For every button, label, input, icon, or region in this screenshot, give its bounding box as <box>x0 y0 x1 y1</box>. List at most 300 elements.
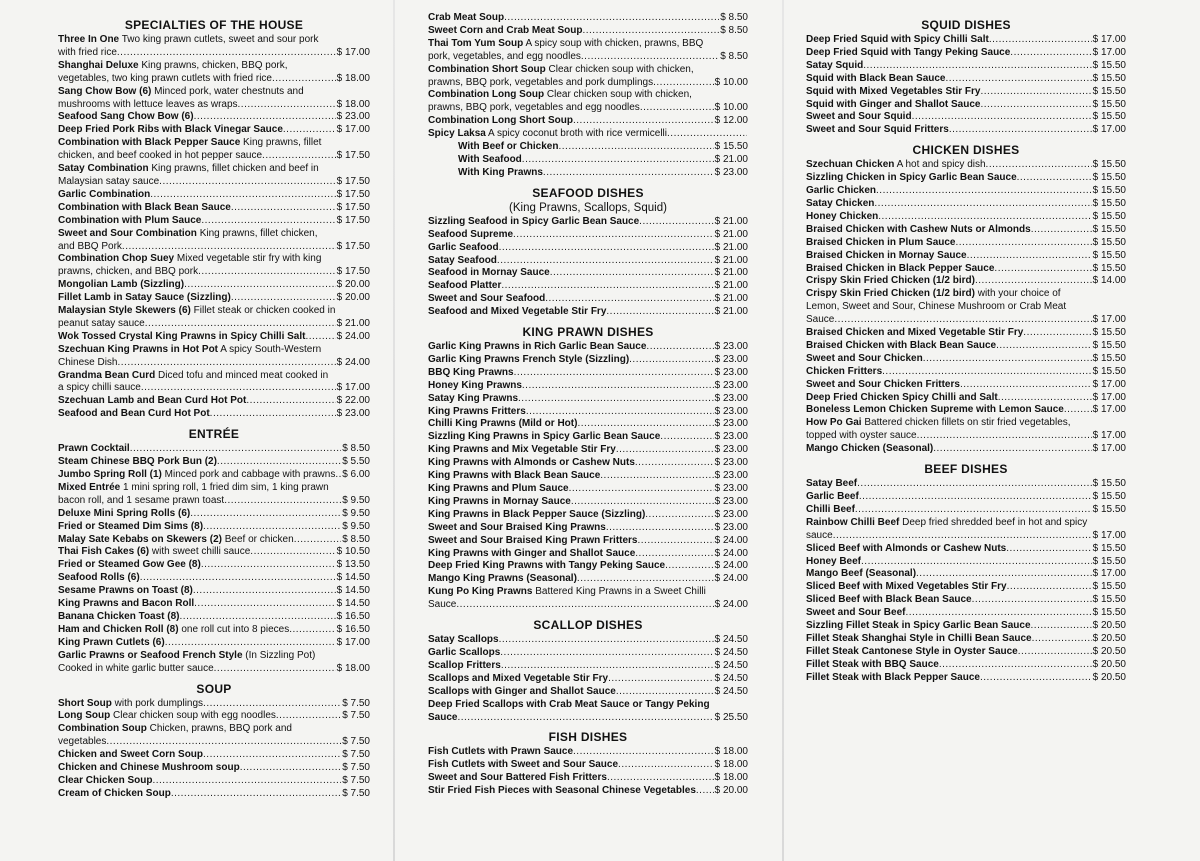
menu-item <box>428 586 748 612</box>
menu-item-name: Cream of Chicken Soup <box>58 787 171 799</box>
menu-item <box>806 568 1126 581</box>
menu-item <box>58 279 370 292</box>
section-title: CHICKEN DISHES <box>912 143 1020 158</box>
menu-item <box>806 417 1126 443</box>
menu-item-name: Malay Sate Kebabs on Skewers (2) <box>58 533 222 545</box>
section-title: SCALLOP DISHES <box>533 618 643 633</box>
menu-item <box>58 60 370 86</box>
menu-item-description: Beef or chicken <box>224 533 294 545</box>
menu-item-price: $ 7.50 <box>342 762 370 774</box>
menu-item-price: $ 17.50 <box>336 240 370 252</box>
menu-item-text <box>806 34 1092 47</box>
menu-item-price: $ 15.50 <box>1092 478 1126 490</box>
menu-item-text <box>428 509 714 522</box>
menu-item <box>428 444 748 457</box>
menu-item-text <box>428 280 714 293</box>
menu-item-price: $ 7.50 <box>342 787 370 799</box>
menu-item-price: $ 17.00 <box>336 382 370 394</box>
menu-item-price: $ 13.50 <box>336 559 370 571</box>
menu-item-text <box>806 379 1092 392</box>
menu-item-name: With Beef or Chicken <box>458 141 559 153</box>
menu-item <box>806 340 1126 353</box>
menu-item <box>428 470 748 483</box>
menu-item <box>428 483 748 496</box>
menu-item-price: $ 15.50 <box>1092 98 1126 110</box>
menu-item <box>806 60 1126 73</box>
menu-item-price: $ 7.50 <box>342 736 370 748</box>
menu-item-text <box>428 699 714 725</box>
menu-item <box>428 548 748 561</box>
menu-item-price: $ 14.50 <box>336 598 370 610</box>
menu-item-name: King Prawn Cutlets (6) <box>58 636 165 648</box>
menu-item <box>806 366 1126 379</box>
menu-item-name: Sliced Beef with Mixed Vegetables Stir Fry <box>806 581 1007 593</box>
menu-item-text <box>58 279 336 292</box>
menu-item-price: $ 21.00 <box>714 241 748 253</box>
menu-item-text <box>428 242 714 255</box>
menu-item-text <box>428 267 714 280</box>
menu-item-text <box>428 229 714 242</box>
menu-item-text <box>58 611 336 624</box>
menu-item-price: $ 17.00 <box>1092 378 1126 390</box>
menu-item-price: $ 23.00 <box>714 521 748 533</box>
menu-item-text <box>58 637 336 650</box>
menu-item-name: Garlic Scallops <box>428 646 501 658</box>
menu-item-price: $ 20.00 <box>714 785 748 797</box>
menu-item-price: $ 15.50 <box>1092 172 1126 184</box>
menu-item <box>806 556 1126 569</box>
menu-item-price: $ 17.00 <box>336 46 370 58</box>
section-title: SOUP <box>196 681 232 696</box>
menu-item-price: $ 15.50 <box>1092 210 1126 222</box>
section-title: ENTRÉE <box>188 427 240 442</box>
menu-item <box>58 292 370 305</box>
menu-item-price: $ 23.00 <box>714 444 748 456</box>
menu-item-price: $ 21.00 <box>714 306 748 318</box>
menu-item <box>58 253 370 279</box>
menu-item-price: $ 23.00 <box>714 353 748 365</box>
menu-item <box>806 250 1126 263</box>
menu-item-name: Deep Fried Chicken Spicy Chilli and Salt <box>806 391 998 403</box>
menu-item-text <box>58 723 341 749</box>
menu-item <box>428 496 748 509</box>
menu-item-description: A hot and spicy dish <box>896 159 986 171</box>
menu-item-price: $ 8.50 <box>342 443 370 455</box>
menu-item <box>58 469 370 482</box>
menu-item-name: Three In One <box>58 34 120 45</box>
menu-item <box>428 699 748 725</box>
menu-item-name: Fillet Steak Shanghai Style in Chilli Bean Sauce <box>806 632 1032 644</box>
menu-item-name: Prawn Cocktail <box>58 443 130 455</box>
menu-item-price: $ 23.00 <box>714 392 748 404</box>
menu-item-price: $ 21.00 <box>714 215 748 227</box>
menu-item-price: $ 14.50 <box>336 585 370 597</box>
menu-item <box>428 380 748 393</box>
menu-item-name: Honey Beef <box>806 555 862 567</box>
menu-item <box>428 393 748 406</box>
menu-item-text <box>428 255 714 268</box>
menu-item-text <box>806 185 1092 198</box>
menu-item-name: Mango Beef (Seasonal) <box>806 568 917 580</box>
menu-item-price: $ 23.00 <box>714 366 748 378</box>
menu-item <box>806 620 1126 633</box>
menu-item-name: Braised Chicken in Mornay Sauce <box>806 249 967 261</box>
menu-item-price: $ 15.50 <box>714 141 748 153</box>
menu-item-name: Braised Chicken with Cashew Nuts or Almonds <box>806 223 1031 235</box>
menu-item-name: Mixed Entrée <box>58 481 121 493</box>
menu-item-text <box>428 586 714 612</box>
fold-line-right <box>782 0 784 861</box>
menu-item-text <box>806 366 1092 379</box>
menu-item-text <box>806 478 1092 491</box>
menu-item <box>806 379 1126 392</box>
menu-item-text <box>428 686 714 699</box>
menu-item <box>806 86 1126 99</box>
menu-item-price: $ 15.50 <box>1092 555 1126 567</box>
menu-item <box>58 598 370 611</box>
menu-item <box>428 141 748 154</box>
menu-item-description: A spicy South-Western Chinese Dish <box>58 343 322 368</box>
menu-item-name: Garlic Chicken <box>806 185 877 197</box>
menu-item-price: $ 24.50 <box>714 659 748 671</box>
menu-item-price: $ 15.50 <box>1092 581 1126 593</box>
menu-item <box>58 624 370 637</box>
menu-item-price: $ 8.50 <box>720 12 748 23</box>
menu-item-price: $ 18.00 <box>714 759 748 771</box>
menu-item-name: Mango Chicken (Seasonal) <box>806 443 934 455</box>
menu-item <box>58 215 370 228</box>
menu-item-name: Combination with Black Pepper Sauce <box>58 137 241 149</box>
menu-item-name: Garlic King Prawns in Rich Garlic Bean Sauce <box>428 341 647 353</box>
menu-item-price: $ 23.00 <box>714 379 748 391</box>
menu-item-text <box>428 634 714 647</box>
menu-item-description: King prawns, fillet chicken, and BBQ Pork <box>58 227 318 252</box>
menu-item <box>806 543 1126 556</box>
section-title: SQUID DISHES <box>921 18 1011 32</box>
menu-item-text <box>806 672 1092 685</box>
menu-item-price: $ 23.00 <box>714 508 748 520</box>
menu-item <box>428 573 748 586</box>
menu-item-name: King Prawns Fritters <box>428 405 526 417</box>
menu-item-name: King Prawns and Mix Vegetable Stir Fry <box>428 444 616 456</box>
menu-item-name: Sweet and Sour Braised King Prawns <box>428 521 606 533</box>
menu-item <box>58 370 370 396</box>
menu-item-price: $ 16.50 <box>336 623 370 635</box>
menu-item-text <box>806 417 1092 443</box>
menu-item-text <box>58 788 341 801</box>
menu-item-text <box>428 746 714 759</box>
menu-item-text <box>58 710 341 723</box>
menu-item-text <box>58 559 336 572</box>
menu-item-name: Steam Chinese BBQ Pork Bun (2) <box>58 456 217 468</box>
menu-item <box>806 99 1126 112</box>
menu-item-name: Sweet and Sour Squid Fritters <box>806 124 949 136</box>
menu-item-price: $ 15.50 <box>1092 223 1126 235</box>
menu-item-name: Szechuan Lamb and Bean Curd Hot Pot <box>58 395 247 407</box>
menu-item-text <box>58 775 341 788</box>
menu-item-text <box>806 443 1092 456</box>
menu-item-text <box>806 517 1092 543</box>
menu-item <box>58 698 370 711</box>
menu-item <box>806 211 1126 224</box>
menu-item <box>428 280 748 293</box>
menu-item-text <box>58 408 336 421</box>
menu-item-text <box>806 250 1092 263</box>
menu-item-price: $ 15.50 <box>1092 159 1126 171</box>
menu-item-price: $ 15.50 <box>1092 503 1126 515</box>
menu-item-price: $ 17.00 <box>1092 568 1126 580</box>
menu-item-name: Malaysian Style Skewers (6) <box>58 305 191 317</box>
menu-item-description: Mixed vegetable stir fry with king prawns, chicken, and BBQ pork <box>58 253 322 278</box>
menu-item-price: $ 23.00 <box>714 405 748 417</box>
menu-item <box>428 89 748 115</box>
menu-item-name: Braised Chicken in Black Pepper Sauce <box>806 262 995 274</box>
menu-item-name: Seafood Platter <box>428 280 502 292</box>
menu-item-text <box>58 624 336 637</box>
menu-item-name: Crispy Skin Fried Chicken (1/2 bird) <box>806 288 975 300</box>
menu-item-price: $ 21.00 <box>714 280 748 292</box>
menu-item-name: Sliced Beef with Black Bean Sauce <box>806 594 972 606</box>
menu-item-name: Crispy Skin Fried Chicken (1/2 bird) <box>806 275 975 287</box>
menu-item-name: Honey King Prawns <box>428 379 522 391</box>
menu-item-name: Fillet Lamb in Satay Sauce (Sizzling) <box>58 292 231 304</box>
menu-item-price: $ 20.50 <box>1092 645 1126 657</box>
menu-item-text <box>806 594 1092 607</box>
menu-item-name: Sweet and Sour Chicken Fritters <box>806 378 960 390</box>
menu-item-description: Two king prawn cutlets, sweet and sour pork with fried rice <box>58 34 319 58</box>
menu-item-text <box>58 482 341 508</box>
menu-item-name: Fish Cutlets with Prawn Sauce <box>428 746 574 758</box>
menu-item-name: Garlic Combination <box>58 188 151 200</box>
menu-item <box>428 772 748 785</box>
menu-item <box>58 788 370 801</box>
section-title: KING PRAWN DISHES <box>522 325 654 340</box>
menu-item-name: Seafood Rolls (6) <box>58 572 140 584</box>
menu-item-price: $ 23.00 <box>714 341 748 353</box>
menu-item <box>428 115 748 128</box>
menu-item-name: King Prawns and Plum Sauce <box>428 483 569 494</box>
menu-item <box>428 293 748 306</box>
menu-section-king-prawn-dishes <box>428 325 748 612</box>
menu-item <box>806 327 1126 340</box>
menu-item-price: $ 17.00 <box>1092 529 1126 541</box>
menu-item-name: King Prawns with Black Bean Sauce <box>428 470 601 482</box>
menu-item-price: $ 24.00 <box>714 534 748 546</box>
menu-item <box>806 581 1126 594</box>
menu-item <box>58 611 370 624</box>
menu-item-description: Clear chicken soup with egg noodles <box>113 710 276 722</box>
menu-item-text <box>58 86 336 112</box>
menu-item-price: $ 17.00 <box>1092 430 1126 442</box>
menu-item-text <box>806 99 1092 112</box>
menu-item-price: $ 25.50 <box>714 711 748 723</box>
menu-item-text <box>58 163 336 189</box>
menu-item-price: $ 7.50 <box>342 774 370 786</box>
menu-item-name: Sweet Corn and Crab Meat Soup <box>428 24 583 36</box>
menu-item <box>806 504 1126 517</box>
menu-item-price: $ 15.50 <box>1092 365 1126 377</box>
menu-item <box>428 229 748 242</box>
menu-item-name: Braised Chicken with Black Bean Sauce <box>806 339 997 351</box>
menu-item-price: $ 24.00 <box>336 330 370 342</box>
menu-item <box>428 242 748 255</box>
menu-item-name: Sesame Prawns on Toast (8) <box>58 585 193 597</box>
menu-item-text <box>58 253 336 279</box>
menu-item-name: King Prawns with Ginger and Shallot Sauce <box>428 547 636 559</box>
menu-item-text <box>58 534 341 547</box>
menu-item-price: $ 17.50 <box>336 266 370 278</box>
menu-item-name: King Prawns in Black Pepper Sauce (Sizzling) <box>428 508 646 520</box>
menu-item-name: Crab Meat Soup <box>428 12 505 23</box>
menu-item-price: $ 17.00 <box>336 124 370 136</box>
menu-item-text <box>806 504 1092 517</box>
menu-item <box>58 163 370 189</box>
menu-item-name: Sweet and Sour Braised King Prawn Fritters <box>428 534 638 546</box>
menu-section-squid-dishes <box>806 18 1126 137</box>
menu-item-text <box>58 521 341 534</box>
menu-item <box>58 650 370 676</box>
menu-item-name: Seafood in Mornay Sauce <box>428 267 550 279</box>
menu-item-description: King prawns, fillet chicken, and beef cooked in hot pepper sauce <box>58 137 322 162</box>
menu-item <box>58 585 370 598</box>
menu-item-name: Satay Squid <box>806 59 864 71</box>
menu-item-text <box>428 12 719 25</box>
menu-item-name: Wok Tossed Crystal King Prawns in Spicy Chilli Salt <box>58 330 306 342</box>
menu-item <box>428 647 748 660</box>
menu-item-name: Sang Chow Bow (6) <box>58 85 152 97</box>
menu-item <box>428 418 748 431</box>
menu-item-price: $ 10.00 <box>714 76 748 88</box>
menu-section-entr-e <box>58 427 370 675</box>
menu-item-price: $ 17.00 <box>336 636 370 648</box>
menu-item-price: $ 17.00 <box>1092 314 1126 326</box>
menu-item-name: Jumbo Spring Roll (1) <box>58 469 162 480</box>
menu-item-name: Scallops with Ginger and Shallot Sauce <box>428 685 616 697</box>
menu-column-left <box>58 12 370 801</box>
menu-item-text <box>806 288 1092 327</box>
menu-item-name: Fillet Steak with Black Pepper Sauce <box>806 671 980 683</box>
menu-item-text <box>428 25 719 38</box>
menu-item-description: A spicy soup with chicken, prawns, BBQ pork, vegetables, and egg noodles <box>428 37 704 62</box>
menu-item-price: $ 15.50 <box>1092 72 1126 84</box>
menu-item <box>428 660 748 673</box>
menu-item-name: Chicken Fritters <box>806 365 883 377</box>
menu-item-text <box>428 406 714 419</box>
menu-item-description: 1 mini spring roll, 1 fried dim sim, 1 king prawn bacon roll, and 1 sesame prawn toast <box>58 481 329 506</box>
menu-item-price: $ 20.50 <box>1092 658 1126 670</box>
menu-item-description: Clear chicken soup with chicken, prawns, BBQ pork, vegetables and pork dumplings <box>428 63 694 88</box>
menu-item-text <box>58 598 336 611</box>
menu-item-name: Sweet and Sour Battered Fish Fritters <box>428 772 607 784</box>
menu-item-text <box>428 293 714 306</box>
menu-item-text <box>428 673 714 686</box>
menu-item-price: $ 15.50 <box>1092 607 1126 619</box>
menu-item-name: Scallops and Mixed Vegetable Stir Fry <box>428 672 609 684</box>
menu-item-description: King prawns, fillet chicken and beef in Malaysian satay sauce <box>58 163 319 187</box>
menu-item-text <box>428 216 714 229</box>
menu-item-text <box>58 111 336 124</box>
menu-item-price: $ 23.00 <box>714 470 748 482</box>
menu-item-text <box>428 341 714 354</box>
menu-item-price: $ 24.00 <box>336 356 370 368</box>
menu-item-price: $ 8.50 <box>720 50 748 62</box>
menu-item-name: Combination Chop Suey <box>58 253 175 265</box>
menu-item <box>806 659 1126 672</box>
menu-item-name: Thai Tom Yum Soup <box>428 37 524 49</box>
menu-item-text <box>806 86 1092 99</box>
menu-item <box>58 637 370 650</box>
menu-item <box>428 25 748 38</box>
menu-item <box>58 395 370 408</box>
menu-item <box>428 367 748 380</box>
menu-item-name: Combination Long Soup <box>428 89 545 101</box>
menu-item <box>428 354 748 367</box>
menu-item-price: $ 17.00 <box>1092 391 1126 403</box>
menu-item-price: $ 17.50 <box>336 175 370 187</box>
menu-item-price: $ 23.00 <box>336 111 370 123</box>
menu-item <box>806 73 1126 86</box>
menu-item <box>428 673 748 686</box>
menu-item-text <box>806 275 1092 288</box>
menu-item <box>806 288 1126 327</box>
menu-item <box>58 456 370 469</box>
menu-item-text <box>428 522 714 535</box>
menu-item <box>428 64 748 90</box>
menu-item-text <box>58 762 341 775</box>
menu-item-description: Battered chicken fillets on stir fried vegetables, topped with oyster sauce <box>806 417 1071 442</box>
menu-item-price: $ 21.00 <box>714 153 748 165</box>
menu-item-text <box>58 305 336 331</box>
menu-item-price: $ 15.50 <box>1092 542 1126 554</box>
menu-item <box>428 341 748 354</box>
menu-item-text <box>806 581 1092 594</box>
menu-item-name: Sizzling Seafood in Spicy Garlic Bean Sauce <box>428 215 640 227</box>
menu-item-price: $ 24.50 <box>714 685 748 697</box>
menu-item <box>58 572 370 585</box>
menu-item-description: Deep fried shredded beef in hot and spicy sauce <box>806 516 1088 541</box>
menu-item-text <box>58 292 336 305</box>
menu-item-text <box>806 73 1092 86</box>
menu-item-name: Satay King Prawns <box>428 392 519 404</box>
menu-item-text <box>806 159 1092 172</box>
menu-item-name: Satay Combination <box>58 163 149 175</box>
menu-item-description: Battered King Prawns in a Sweet Chilli Sauce <box>428 586 706 611</box>
menu-item-text <box>806 633 1092 646</box>
menu-item-description: Diced tofu and minced meat cooked in a spicy chilli sauce <box>58 369 329 394</box>
menu-item <box>806 185 1126 198</box>
menu-item <box>428 12 748 25</box>
menu-item <box>428 560 748 573</box>
menu-section-soup <box>58 682 370 801</box>
menu-column-middle <box>428 12 748 798</box>
menu-item <box>806 517 1126 543</box>
menu-item-name: Combination with Black Bean Sauce <box>58 201 231 213</box>
menu-item-name: Banana Chicken Toast (8) <box>58 610 180 622</box>
menu-item-description: with pork dumplings <box>114 697 204 709</box>
fold-line-left <box>393 0 395 861</box>
menu-item-name: Szechuan Chicken <box>806 159 895 171</box>
menu-item-description: one roll cut into 8 pieces <box>181 623 290 635</box>
menu-item-text <box>458 141 714 154</box>
menu-section-seafood-dishes <box>428 186 748 319</box>
menu-item <box>806 34 1126 47</box>
menu-item-description: with sweet chilli sauce <box>151 546 251 558</box>
menu-item-price: $ 18.00 <box>336 98 370 110</box>
menu-item-name: Seafood and Mixed Vegetable Stir Fry <box>428 306 607 318</box>
menu-item-price: $ 24.50 <box>714 646 748 658</box>
menu-item-name: Sweet and Sour Combination <box>58 227 197 239</box>
menu-item-text <box>428 367 714 380</box>
